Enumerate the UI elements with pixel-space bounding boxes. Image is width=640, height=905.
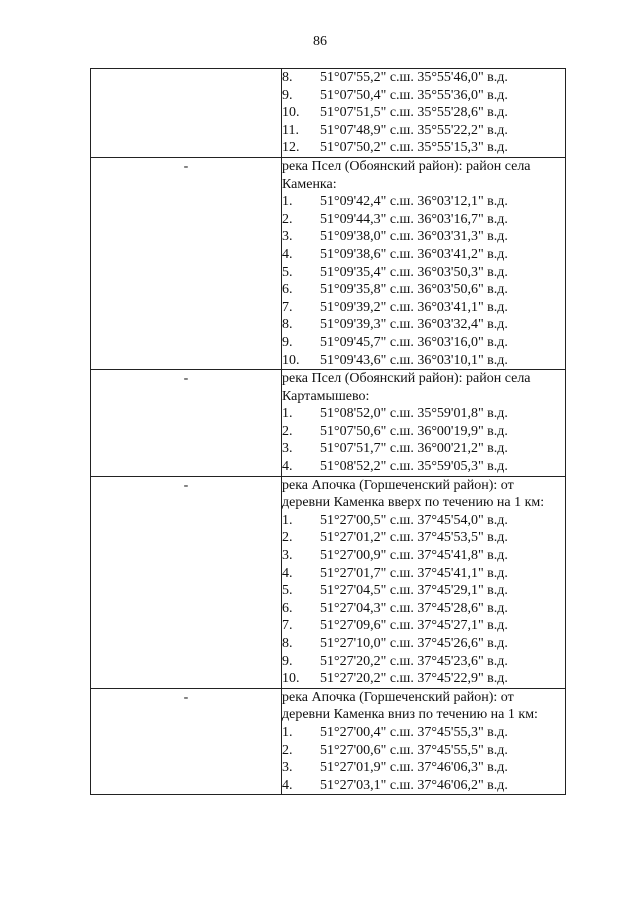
row-marker-cell: [91, 370, 282, 477]
region-title: река Апочка (Горшеченский район): от деревни Каменка вверх по течению на 1 км:: [282, 477, 545, 511]
point-coordinates: 51°27'20,2" с.ш. 37°45'23,6" в.д.: [320, 653, 508, 669]
point-number: 3.: [282, 760, 293, 776]
point-number: 9.: [282, 653, 293, 669]
point-coordinates: 51°09'39,2" с.ш. 36°03'41,1" в.д.: [320, 299, 508, 315]
coordinate-line: [282, 211, 565, 229]
coordinate-line: [282, 316, 565, 334]
point-coordinates: 51°09'38,0" с.ш. 36°03'31,3" в.д.: [320, 229, 508, 245]
point-number: 1.: [282, 724, 293, 740]
point-coordinates: 51°27'04,3" с.ш. 37°45'28,6" в.д.: [320, 600, 508, 616]
point-coordinates: 51°08'52,2" с.ш. 35°59'05,3" в.д.: [320, 459, 508, 475]
coordinate-line: [282, 759, 565, 777]
coordinates-cell: [282, 69, 566, 158]
coordinate-line: [282, 352, 565, 370]
point-number: 3.: [282, 229, 293, 245]
coordinate-line: [282, 582, 565, 600]
point-number: 7.: [282, 299, 293, 315]
coordinate-line: [282, 423, 565, 441]
row-marker-cell: [91, 69, 282, 158]
region-title: река Апочка (Горшеченский район): от деревни Каменка вниз по течению на 1 км:: [282, 689, 538, 723]
coordinate-line: [282, 670, 565, 688]
point-number: 3.: [282, 548, 293, 564]
point-coordinates: 51°09'38,6" с.ш. 36°03'41,2" в.д.: [320, 246, 508, 262]
point-number: 3.: [282, 441, 293, 457]
table-row: [91, 370, 566, 477]
point-number: 11.: [282, 122, 299, 138]
point-number: 4.: [282, 246, 293, 262]
point-coordinates: 51°27'01,2" с.ш. 37°45'53,5" в.д.: [320, 530, 508, 546]
point-number: 5.: [282, 583, 293, 599]
coordinate-line: [282, 777, 565, 795]
point-number: 10.: [282, 105, 300, 121]
page-number: 86: [313, 34, 327, 49]
point-number: 8.: [282, 317, 293, 333]
point-number: 2.: [282, 742, 293, 758]
table-row: [91, 157, 566, 369]
point-number: 1.: [282, 512, 293, 528]
table-row: [91, 69, 566, 158]
point-coordinates: 51°07'55,2" с.ш. 35°55'46,0" в.д.: [320, 70, 508, 85]
point-coordinates: 51°09'35,8" с.ш. 36°03'50,6" в.д.: [320, 282, 508, 298]
coordinate-line: [282, 228, 565, 246]
coordinate-line: [282, 635, 565, 653]
point-coordinates: 51°09'35,4" с.ш. 36°03'50,3" в.д.: [320, 264, 508, 280]
coordinates-table: [90, 68, 566, 795]
point-coordinates: 51°07'51,5" с.ш. 35°55'28,6" в.д.: [320, 105, 508, 121]
point-number: 5.: [282, 264, 293, 280]
point-coordinates: 51°07'48,9" с.ш. 35°55'22,2" в.д.: [320, 122, 508, 138]
point-number: 9.: [282, 334, 293, 350]
coordinate-line: [282, 87, 565, 105]
point-coordinates: 51°27'10,0" с.ш. 37°45'26,6" в.д.: [320, 636, 508, 651]
row-marker: -: [183, 158, 189, 174]
point-number: 1.: [282, 406, 293, 422]
row-marker-cell: [91, 476, 282, 688]
table-row: [91, 476, 566, 688]
coordinate-line: [282, 742, 565, 760]
point-coordinates: 51°09'44,3" с.ш. 36°03'16,7" в.д.: [320, 211, 508, 227]
point-number: 4.: [282, 565, 293, 581]
point-coordinates: 51°07'50,6" с.ш. 36°00'19,9" в.д.: [320, 423, 508, 439]
coordinate-line: [282, 299, 565, 317]
coordinate-line: [282, 246, 565, 264]
coordinate-line: [282, 264, 565, 282]
point-number: 6.: [282, 600, 293, 616]
point-coordinates: 51°27'01,9" с.ш. 37°46'06,3" в.д.: [320, 760, 508, 776]
coordinates-cell: [282, 157, 566, 369]
row-marker-cell: [91, 688, 282, 795]
point-coordinates: 51°09'43,6" с.ш. 36°03'10,1" в.д.: [320, 352, 508, 368]
coordinate-line: [282, 600, 565, 618]
coordinate-line: [282, 512, 565, 530]
row-marker: -: [183, 371, 189, 387]
point-number: 4.: [282, 777, 293, 793]
row-marker: -: [183, 689, 189, 705]
point-coordinates: 51°27'00,6" с.ш. 37°45'55,5" в.д.: [320, 742, 508, 758]
coordinate-line: [282, 724, 565, 742]
point-coordinates: 51°27'01,7" с.ш. 37°45'41,1" в.д.: [320, 565, 508, 581]
coordinates-table-body: [91, 69, 566, 795]
coordinate-line: [282, 405, 565, 423]
point-number: 2.: [282, 530, 293, 546]
coordinate-line: [282, 440, 565, 458]
coordinate-line: [282, 193, 565, 211]
point-number: 8.: [282, 636, 293, 651]
point-coordinates: 51°27'04,5" с.ш. 37°45'29,1" в.д.: [320, 583, 508, 599]
point-coordinates: 51°09'39,3" с.ш. 36°03'32,4" в.д.: [320, 317, 508, 333]
coordinate-line: [282, 69, 565, 87]
coordinate-line: [282, 281, 565, 299]
point-coordinates: 51°27'00,4" с.ш. 37°45'55,3" в.д.: [320, 724, 508, 740]
row-marker-cell: [91, 157, 282, 369]
point-coordinates: 51°07'50,2" с.ш. 35°55'15,3" в.д.: [320, 140, 508, 156]
coordinate-line: [282, 104, 565, 122]
point-number: 10.: [282, 352, 300, 368]
point-number: 4.: [282, 459, 293, 475]
coordinate-line: [282, 122, 565, 140]
point-number: 9.: [282, 87, 293, 103]
point-number: 12.: [282, 140, 300, 156]
coordinate-line: [282, 547, 565, 565]
point-number: 6.: [282, 282, 293, 298]
point-number: 1.: [282, 194, 293, 210]
point-number: 8.: [282, 70, 293, 85]
point-number: 2.: [282, 423, 293, 439]
point-number: 10.: [282, 671, 300, 687]
point-coordinates: 51°27'00,9" с.ш. 37°45'41,8" в.д.: [320, 548, 508, 564]
region-title: река Псел (Обоянский район): район села Картамышево:: [282, 371, 531, 404]
point-coordinates: 51°08'52,0" с.ш. 35°59'01,8" в.д.: [320, 406, 508, 422]
point-coordinates: 51°07'51,7" с.ш. 36°00'21,2" в.д.: [320, 441, 508, 457]
point-coordinates: 51°09'42,4" с.ш. 36°03'12,1" в.д.: [320, 194, 508, 210]
coordinate-line: [282, 565, 565, 583]
row-marker: -: [183, 477, 189, 493]
coordinate-line: [282, 139, 565, 157]
point-coordinates: 51°09'45,7" с.ш. 36°03'16,0" в.д.: [320, 334, 508, 350]
coordinate-line: [282, 653, 565, 671]
point-coordinates: 51°27'00,5" с.ш. 37°45'54,0" в.д.: [320, 512, 508, 528]
coordinate-line: [282, 334, 565, 352]
point-coordinates: 51°27'09,6" с.ш. 37°45'27,1" в.д.: [320, 618, 508, 634]
coordinate-line: [282, 458, 565, 476]
point-coordinates: 51°27'03,1" с.ш. 37°46'06,2" в.д.: [320, 777, 508, 793]
coordinates-cell: [282, 688, 566, 795]
coordinate-line: [282, 617, 565, 635]
coordinates-cell: [282, 370, 566, 477]
point-coordinates: 51°27'20,2" с.ш. 37°45'22,9" в.д.: [320, 671, 508, 687]
table-row: [91, 688, 566, 795]
coordinates-cell: [282, 476, 566, 688]
coordinate-line: [282, 529, 565, 547]
region-title: река Псел (Обоянский район): район села Каменка:: [282, 158, 531, 192]
point-number: 7.: [282, 618, 293, 634]
point-coordinates: 51°07'50,4" с.ш. 35°55'36,0" в.д.: [320, 87, 508, 103]
point-number: 2.: [282, 211, 293, 227]
